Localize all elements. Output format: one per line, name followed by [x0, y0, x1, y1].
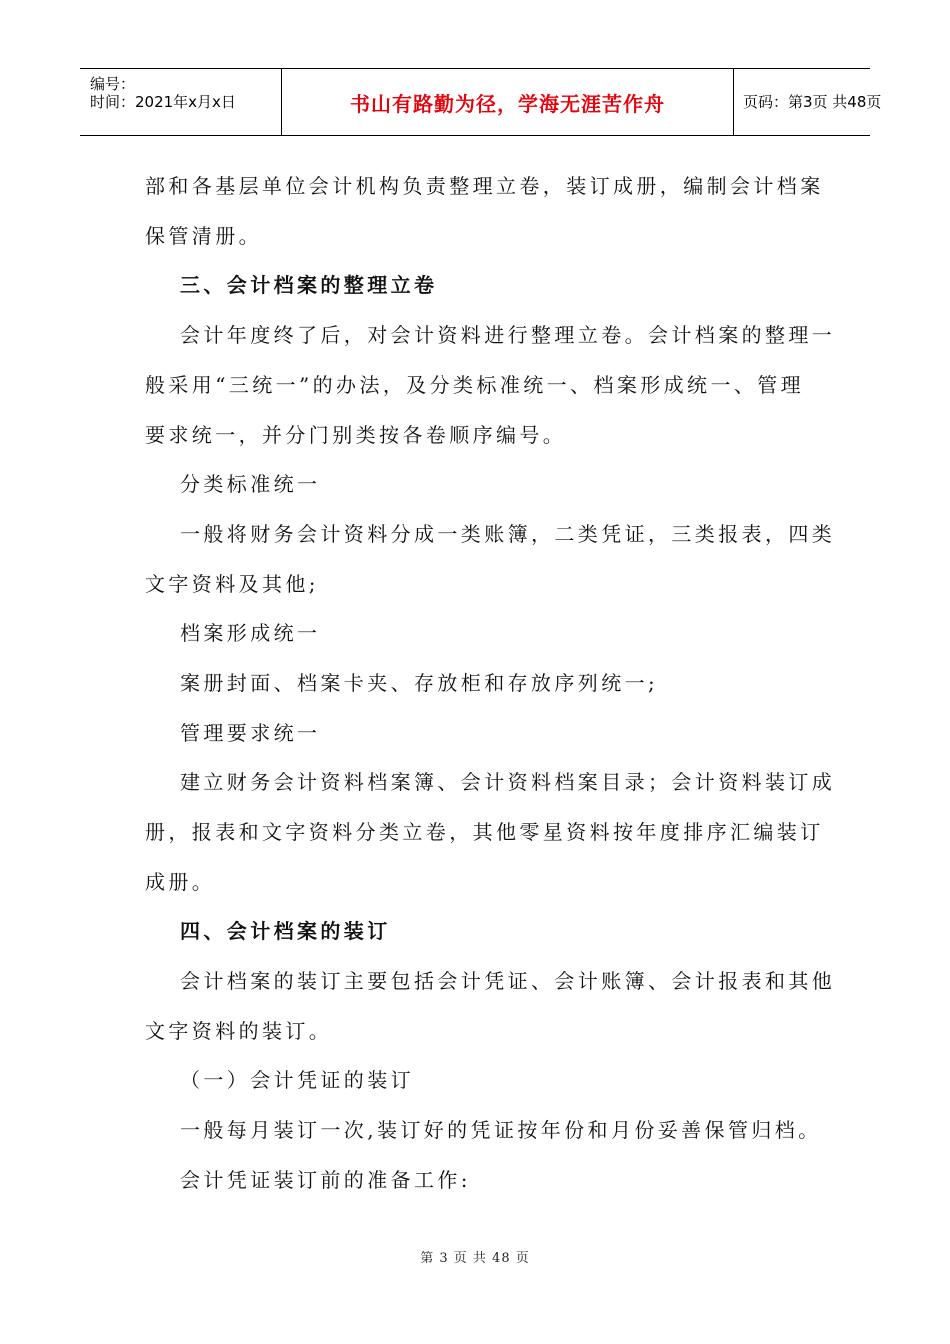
paragraph-line: 般采用“三统一”的办法，及分类标准统一、档案形成统一、管理: [145, 373, 805, 397]
header-motto: 书山有路勤为径，学海无涯苦作舟: [350, 91, 665, 116]
page-number-label: 页码：第3页 共48页: [743, 93, 882, 111]
subheading-line: 档案形成统一: [180, 621, 321, 645]
paragraph-line: 一般将财务会计资料分成一类账簿，二类凭证，三类报表，四类: [180, 522, 836, 546]
page-footer: 第 3 页 共 48 页: [420, 1251, 530, 1266]
header-right-cell: [734, 69, 882, 135]
page-header: [80, 68, 882, 136]
paragraph-line: 保管清册。: [145, 224, 262, 248]
paragraph-line: 部和各基层单位会计机构负责整理立卷，装订成册，编制会计档案: [145, 174, 824, 198]
paragraph-line: 册，报表和文字资料分类立卷，其他零星资料按年度排序汇编装订: [145, 820, 824, 844]
section-heading: 四、会计档案的装订: [180, 919, 391, 943]
paragraph-line: 一般每月装订一次,装订好的凭证按年份和月份妥善保管归档。: [180, 1118, 822, 1142]
subheading-line: 分类标准统一: [180, 472, 321, 496]
paragraph-line: 会计档案的装订主要包括会计凭证、会计账簿、会计报表和其他: [180, 969, 836, 993]
paragraph-line: 文字资料及其他;: [145, 572, 319, 596]
paragraph-line: 建立财务会计资料档案簿、会计资料档案目录；会计资料装订成: [180, 770, 836, 794]
section-heading: 三、会计档案的整理立卷: [180, 273, 438, 297]
subheading-line: （一）会计凭证的装订: [180, 1068, 414, 1092]
subheading-line: 管理要求统一: [180, 721, 321, 745]
time-label: 时间：2021年x月x日: [90, 93, 236, 111]
header-left-cell: [80, 69, 281, 135]
paragraph-line: 文字资料的装订。: [145, 1019, 333, 1043]
number-label: 编号：: [90, 75, 136, 93]
paragraph-line: 会计凭证装订前的准备工作:: [180, 1168, 471, 1192]
paragraph-line: 案册封面、档案卡夹、存放柜和存放序列统一;: [180, 671, 659, 695]
paragraph-line: 成册。: [145, 870, 216, 894]
paragraph-line: 会计年度终了后，对会计资料进行整理立卷。会计档案的整理一: [180, 323, 836, 347]
paragraph-line: 要求统一，并分门别类按各卷顺序编号。: [145, 423, 567, 447]
header-middle-cell: [281, 69, 734, 135]
